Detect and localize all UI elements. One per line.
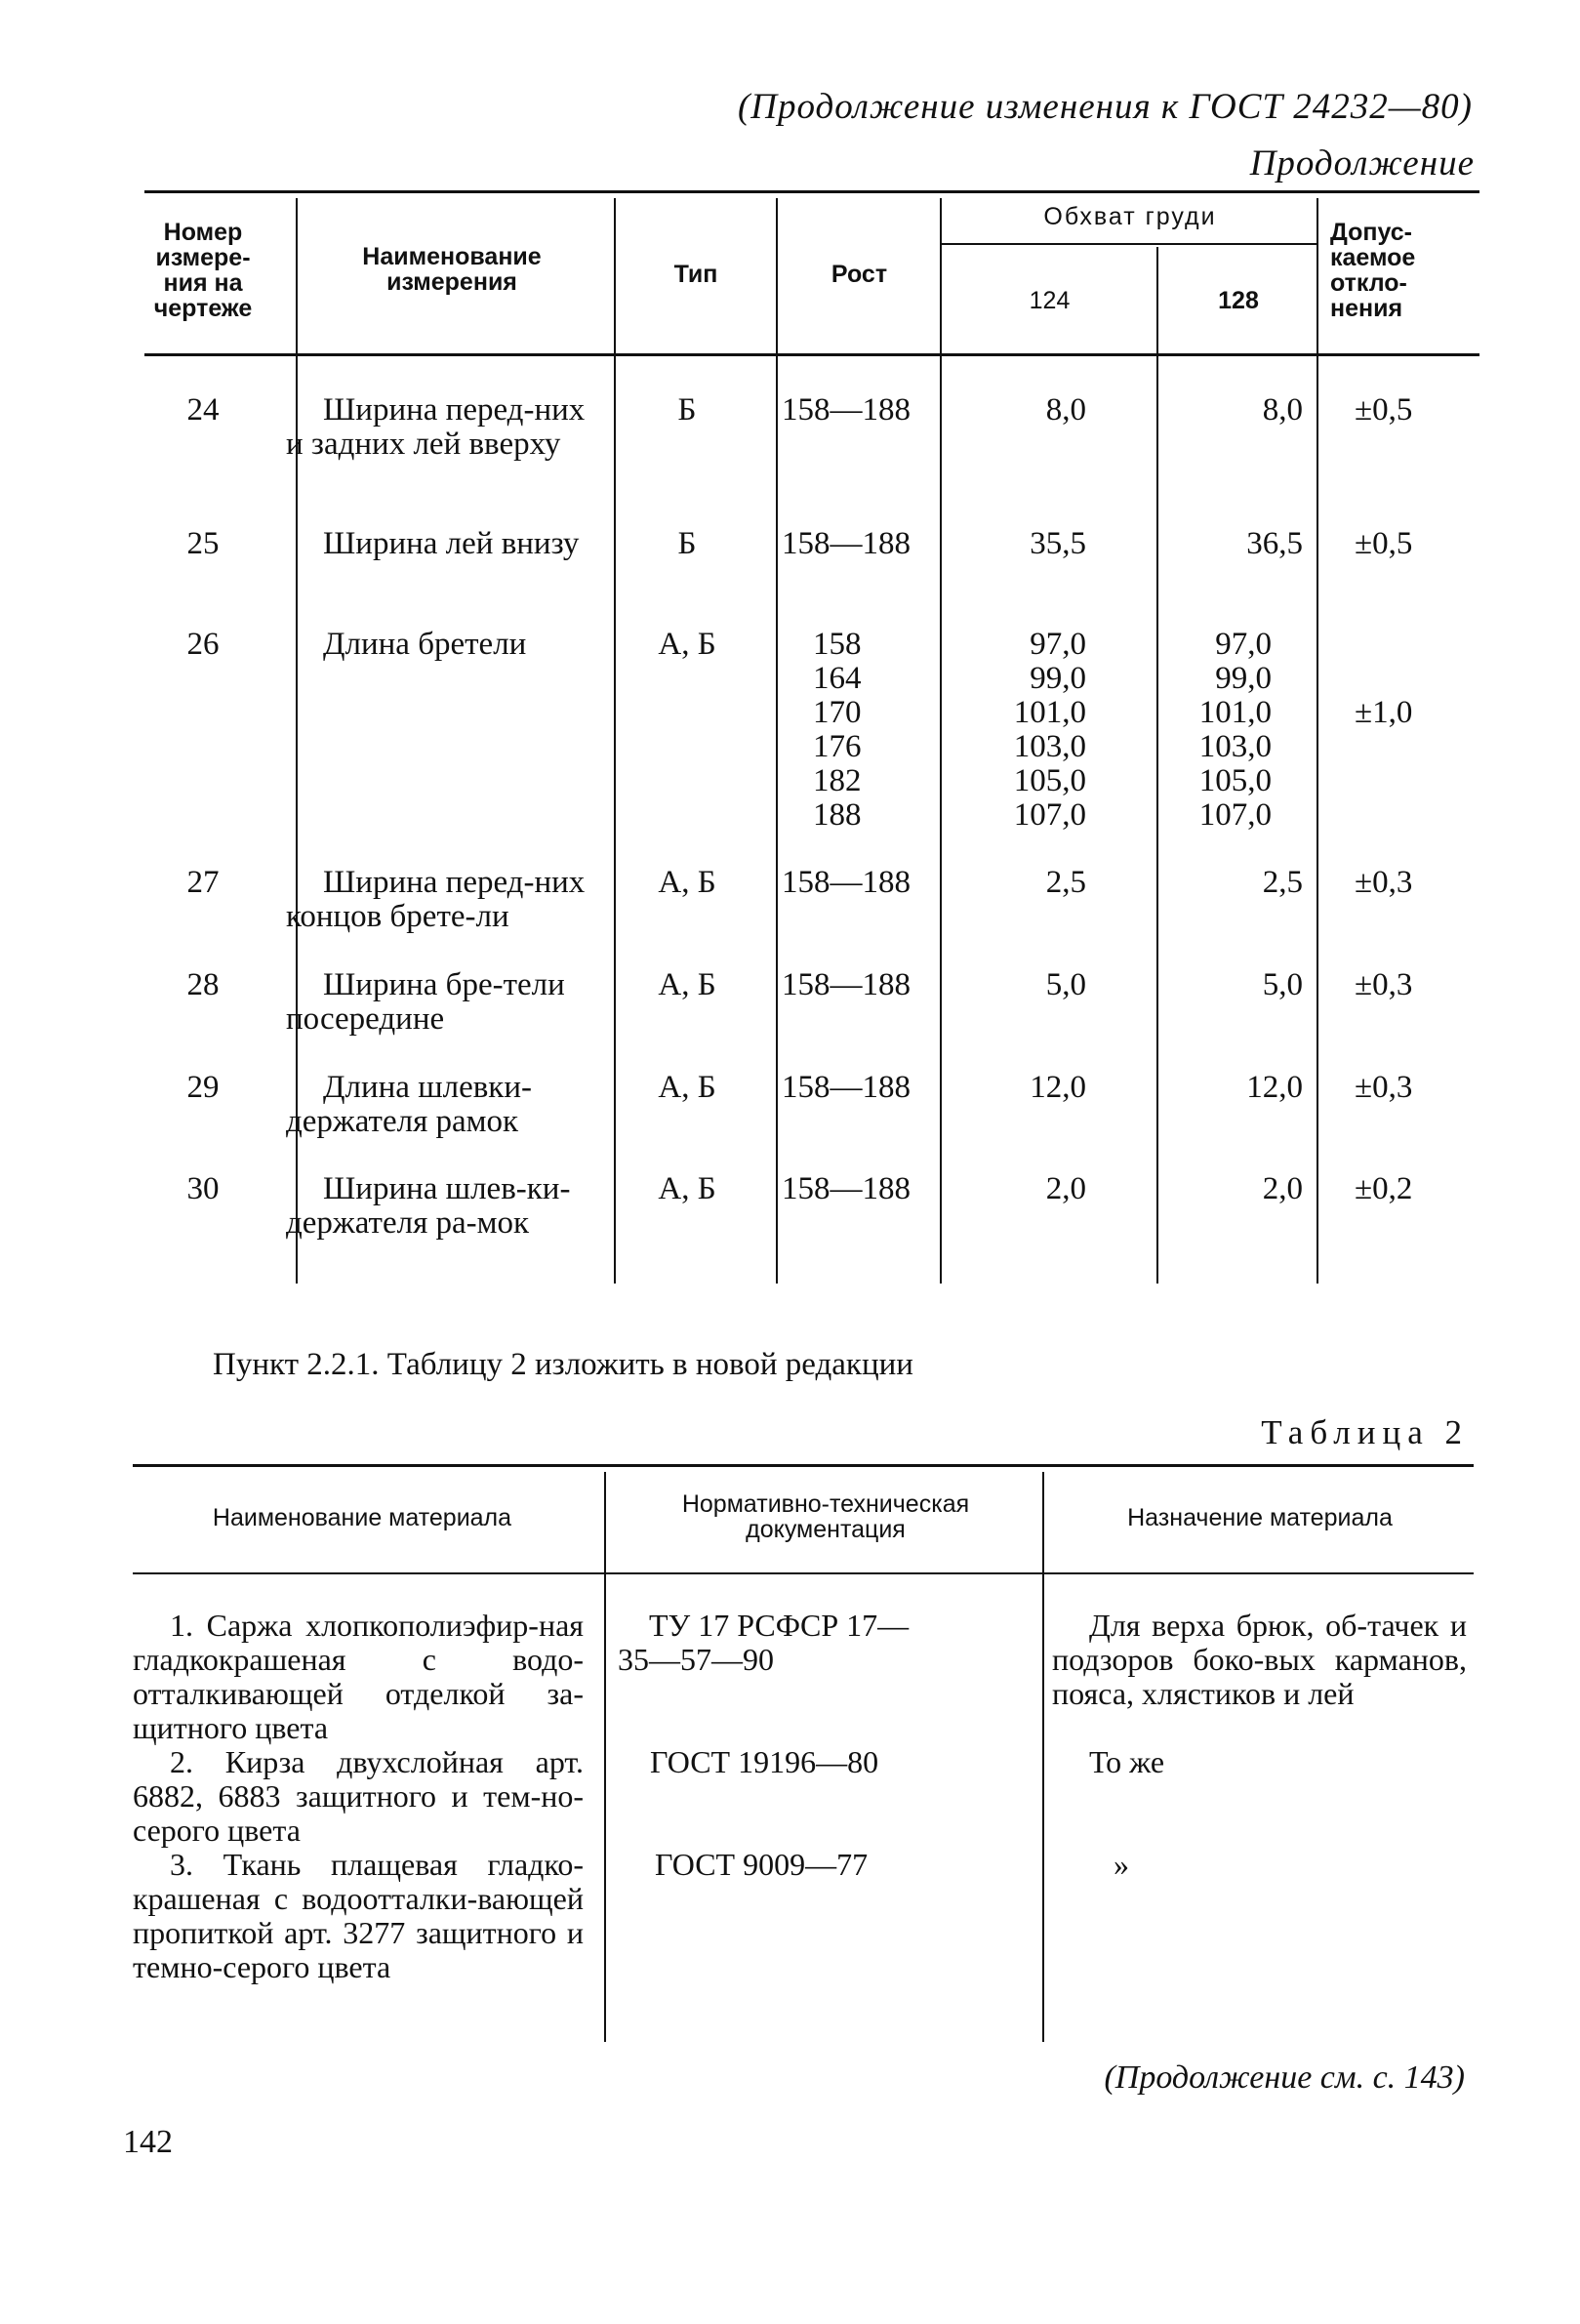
row-type: А, Б <box>658 1171 716 1206</box>
row-num: 27 <box>186 865 220 900</box>
row-name: Ширина лей внизу <box>323 526 580 561</box>
row-tol: ±0,3 <box>1355 967 1413 1002</box>
header-chest: Обхват груди <box>1043 203 1217 230</box>
purpose-item: » <box>1114 1847 1129 1882</box>
row-num: 25 <box>186 526 220 561</box>
table-header-rule <box>133 1572 1474 1574</box>
row-tol: ±0,3 <box>1355 865 1413 900</box>
row-tol: ±0,5 <box>1355 392 1413 428</box>
table-header-rule <box>144 353 1479 356</box>
row-height: 158—188 <box>782 526 911 561</box>
row-type: А, Б <box>658 627 716 662</box>
header-name: Наименование измерения <box>362 243 542 296</box>
row-type: А, Б <box>658 1070 716 1105</box>
row-v128: 2,0 <box>1262 1171 1303 1206</box>
row-v124-list: 97,0 99,0 101,0 103,0 105,0 107,0 <box>1013 627 1086 833</box>
table-top-rule <box>144 190 1479 193</box>
row-tol: ±0,5 <box>1355 526 1413 561</box>
docs-item: ГОСТ 9009—77 <box>655 1847 869 1882</box>
header-chest-124: 124 <box>1029 287 1071 314</box>
row-type: Б <box>677 392 697 428</box>
row-v124: 8,0 <box>1045 392 1086 428</box>
row-v128: 12,0 <box>1246 1070 1303 1105</box>
docs-item: ГОСТ 19196—80 <box>650 1744 879 1779</box>
chest-sub-rule <box>940 243 1317 245</box>
material-item: 1. Саржа хлопкополиэфир-ная гладкокрашеная с водо-отталкивающей отделкой за-щитного цвета <box>133 1608 584 1745</box>
row-v128-list: 97,0 99,0 101,0 103,0 105,0 107,0 <box>1198 627 1272 833</box>
row-num: 30 <box>186 1171 220 1206</box>
row-name: Длина шлевки-держателя рамок <box>286 1070 532 1139</box>
row-height-list: 158 164 170 176 182 188 <box>813 627 862 833</box>
row-tol: ±1,0 <box>1355 695 1413 730</box>
page-number: 142 <box>123 2124 173 2160</box>
measurements-table <box>144 190 1479 1284</box>
row-num: 28 <box>186 967 220 1002</box>
header-num: Номер измере-ния на чертеже <box>153 219 253 322</box>
row-v128: 8,0 <box>1262 392 1303 428</box>
row-v128: 36,5 <box>1246 526 1303 561</box>
material-item: 3. Ткань плащевая гладко-крашеная с водоотталки-вающей пропиткой арт. 3277 защитного и темно-серого цвета <box>133 1847 584 1984</box>
row-type: А, Б <box>658 865 716 900</box>
row-name: Ширина шлев-ки-держателя ра-мок <box>286 1171 571 1241</box>
table-top-rule <box>133 1464 1474 1467</box>
purpose-item: То же <box>1089 1744 1165 1779</box>
header-type: Тип <box>673 261 718 288</box>
instruction-paragraph: Пункт 2.2.1. Таблицу 2 изложить в новой редакции <box>213 1347 913 1382</box>
row-height: 158—188 <box>782 392 911 428</box>
header-material: Наименование материала <box>212 1504 512 1531</box>
row-height: 158—188 <box>782 1171 911 1206</box>
row-name: Ширина перед-них и задних лей вверху <box>286 392 586 462</box>
continuation-footer: (Продолжение см. с. 143) <box>1104 2059 1465 2096</box>
row-v124: 5,0 <box>1045 967 1086 1002</box>
row-v124: 35,5 <box>1030 526 1086 561</box>
row-v124: 2,5 <box>1045 865 1086 900</box>
col-divider <box>1317 198 1318 1284</box>
material-item: 2. Кирза двухслойная арт. 6882, 6883 защитного и тем-но-серого цвета <box>133 1744 584 1848</box>
header-purpose: Назначение материала <box>1127 1504 1393 1531</box>
row-num: 29 <box>186 1070 220 1105</box>
col-divider <box>604 1472 606 2042</box>
header-chest-128: 128 <box>1218 287 1259 314</box>
row-height: 158—188 <box>782 967 911 1002</box>
row-v128: 5,0 <box>1262 967 1303 1002</box>
row-tol: ±0,3 <box>1355 1070 1413 1105</box>
row-tol: ±0,2 <box>1355 1171 1413 1206</box>
docs-item: ТУ 17 РСФСР 17—35—57—90 <box>618 1608 910 1677</box>
row-height: 158—188 <box>782 1070 911 1105</box>
header-height: Рост <box>831 261 888 288</box>
row-type: А, Б <box>658 967 716 1002</box>
row-name: Ширина перед-них концов брете-ли <box>286 865 586 934</box>
col-divider <box>776 198 778 1284</box>
header-docs: Нормативно-техническая документация <box>681 1490 970 1543</box>
row-height: 158—188 <box>782 865 911 900</box>
row-v128: 2,5 <box>1262 865 1303 900</box>
continuation-header: (Продолжение изменения к ГОСТ 24232—80) <box>737 87 1473 127</box>
row-type: Б <box>677 526 697 561</box>
continuation-subtitle: Продолжение <box>1249 143 1475 183</box>
col-divider <box>614 198 616 1284</box>
header-tolerance: Допус-каемое откло-нения <box>1330 219 1416 322</box>
row-name: Ширина бре-тели посередине <box>286 967 565 1037</box>
row-v124: 2,0 <box>1045 1171 1086 1206</box>
row-v124: 12,0 <box>1030 1070 1086 1105</box>
purpose-item: Для верха брюк, об-тачек и подзоров боко-вых карманов, пояса, хлястиков и лей <box>1052 1608 1467 1711</box>
row-name: Длина бретели <box>323 627 527 662</box>
row-num: 24 <box>186 392 220 428</box>
row-num: 26 <box>186 627 220 662</box>
table2-caption: Таблица 2 <box>1261 1413 1469 1451</box>
col-divider <box>1042 1472 1044 2042</box>
materials-table <box>133 1464 1474 2050</box>
